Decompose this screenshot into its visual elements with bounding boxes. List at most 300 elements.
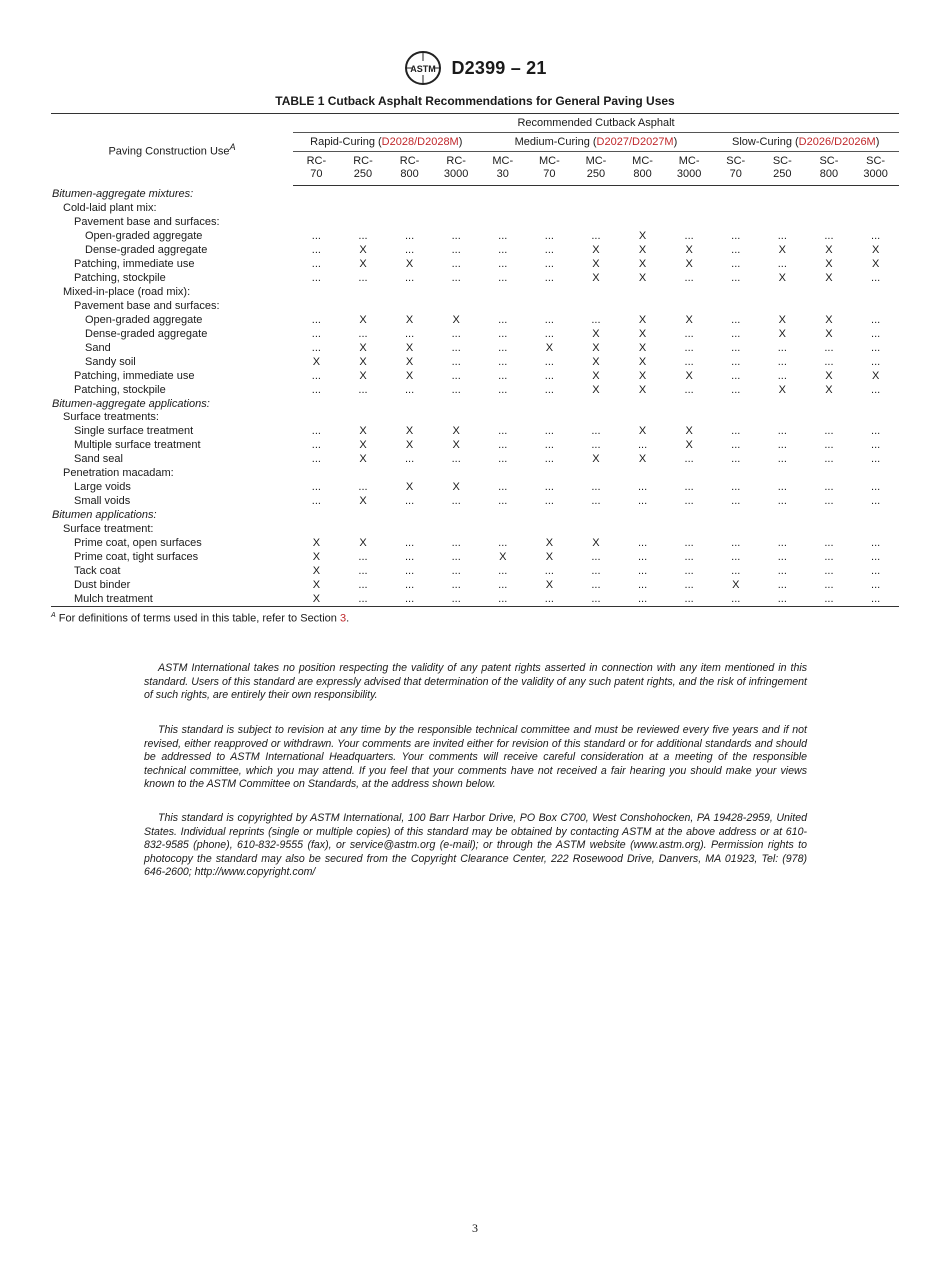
- table-cell: ...: [451, 258, 461, 271]
- table-cell: ...: [777, 564, 787, 577]
- grade-prefix: RC-: [399, 155, 420, 167]
- table-cell: [666, 411, 713, 425]
- table-cell: [666, 186, 713, 202]
- table-row: [51, 411, 899, 425]
- table-title: TABLE 1 Cutback Asphalt Recommendations for General Paving Uses: [275, 94, 675, 108]
- table-cell: ...: [358, 230, 368, 243]
- table-cell: [433, 286, 480, 300]
- group-ref-link[interactable]: D2028/D2028M: [381, 136, 459, 148]
- table-cell: ...: [451, 355, 461, 368]
- table-cell: X: [778, 313, 786, 326]
- row-label: Open-graded aggregate: [85, 230, 203, 243]
- table-cell: X: [685, 425, 693, 438]
- table-cell: [293, 509, 340, 523]
- table-cell: [852, 411, 899, 425]
- table-cell: ...: [544, 327, 554, 340]
- table-cell: [573, 523, 620, 537]
- grade-prefix: RC-: [446, 155, 466, 167]
- table-cell: ...: [871, 272, 881, 285]
- grade-prefix: MC-: [585, 155, 607, 167]
- table-cell: X: [312, 536, 321, 549]
- table-cell: X: [405, 369, 414, 382]
- table-cell: [386, 286, 433, 300]
- table-cell: ...: [451, 564, 461, 577]
- table-cell: X: [592, 327, 600, 340]
- table-cell: ...: [684, 536, 694, 549]
- table-cell: [666, 286, 713, 300]
- table-cell: ...: [871, 564, 881, 577]
- row-label: Patching, immediate use: [74, 369, 195, 382]
- table-cell: ...: [498, 230, 508, 243]
- table-cell: X: [592, 453, 600, 466]
- table-cell: ...: [824, 453, 834, 466]
- row-label: Multiple surface treatment: [74, 439, 201, 452]
- table-cell: ...: [824, 495, 834, 508]
- table-cell: [340, 300, 387, 314]
- table-cell: ...: [498, 578, 508, 591]
- table-cell: ...: [498, 383, 508, 396]
- table-cell: [433, 397, 480, 411]
- group-ref-link[interactable]: D2026/D2026M: [798, 136, 876, 148]
- table-cell: [386, 411, 433, 425]
- table-cell: ...: [544, 230, 554, 243]
- table-cell: ...: [498, 425, 508, 438]
- table-row: [51, 453, 899, 467]
- table-cell: [526, 509, 573, 523]
- table-cell: ...: [591, 230, 601, 243]
- group-label-close: ): [875, 136, 880, 148]
- table-cell: ...: [731, 536, 741, 549]
- grade-number: 70: [310, 168, 323, 180]
- table-cell: ...: [731, 341, 741, 354]
- table-cell: ...: [404, 383, 415, 396]
- table-cell: [712, 523, 759, 537]
- table-cell: [293, 397, 340, 411]
- table-cell: X: [359, 313, 367, 326]
- table-cell: [806, 523, 853, 537]
- table-cell: [666, 216, 713, 230]
- table-row: [51, 397, 899, 411]
- table-cell: ...: [731, 313, 741, 326]
- table-cell: ...: [731, 425, 741, 438]
- table-cell: ...: [544, 495, 554, 508]
- table-cell: [759, 509, 806, 523]
- table-cell: [573, 397, 620, 411]
- grade-header: [666, 152, 713, 186]
- table-cell: ...: [544, 272, 554, 285]
- table-cell: X: [778, 383, 786, 396]
- table-cell: X: [592, 536, 600, 549]
- table-cell: [852, 202, 899, 216]
- table-cell: X: [592, 272, 600, 285]
- table-cell: X: [825, 327, 833, 340]
- table-cell: ...: [358, 481, 368, 494]
- table-cell: ...: [404, 327, 415, 340]
- table-cell: ...: [824, 230, 834, 243]
- table-cell: [759, 216, 806, 230]
- table-cell: X: [778, 244, 786, 257]
- table-cell: [479, 300, 526, 314]
- table-cell: ...: [451, 272, 461, 285]
- table-cell: ...: [852, 592, 899, 606]
- page-number: 3: [472, 1221, 478, 1235]
- table-cell: ...: [824, 439, 834, 452]
- table-cell: [759, 523, 806, 537]
- row-label: Sand seal: [74, 453, 123, 466]
- grade-prefix: SC-: [726, 155, 746, 167]
- table-cell: [573, 186, 620, 202]
- table-cell: [293, 186, 340, 202]
- table-cell: [573, 509, 620, 523]
- table-cell: ...: [777, 578, 787, 591]
- table-cell: [759, 397, 806, 411]
- table-cell: ...: [731, 244, 741, 257]
- table-cell: X: [405, 425, 414, 438]
- row-label: Surface treatment:: [63, 522, 154, 535]
- table-cell: [479, 523, 526, 537]
- table-cell: X: [871, 244, 880, 257]
- table-row: [51, 467, 899, 481]
- table-cell: ...: [871, 439, 881, 452]
- table-row: [51, 258, 899, 272]
- grade-prefix: MC-: [632, 155, 653, 167]
- grade-number: 70: [729, 168, 742, 180]
- table-cell: ...: [871, 230, 881, 243]
- use-header-text: Paving Construction Use: [108, 145, 230, 158]
- table-cell: ...: [731, 369, 741, 382]
- table-cell: X: [359, 341, 367, 354]
- table-cell: ...: [404, 578, 415, 591]
- table-cell: ...: [358, 383, 368, 396]
- table-cell: ...: [871, 313, 881, 326]
- group-label-close: ): [458, 136, 463, 148]
- table-cell: [433, 186, 480, 202]
- table-cell: X: [545, 550, 554, 563]
- grade-prefix: RC-: [306, 155, 327, 167]
- grade-header: [712, 152, 759, 186]
- table-cell: ...: [731, 272, 741, 285]
- grade-header: [759, 152, 806, 186]
- table-row: [51, 439, 899, 453]
- group-label: Medium-Curing (: [514, 136, 597, 148]
- table-cell: [479, 411, 526, 425]
- table-row: [51, 523, 899, 537]
- table-cell: X: [499, 550, 507, 563]
- table-cell: [759, 286, 806, 300]
- table-cell: ...: [712, 592, 759, 606]
- table-cell: ...: [591, 578, 601, 591]
- table-cell: X: [638, 383, 647, 396]
- table-cell: ...: [871, 495, 881, 508]
- table-cell: ...: [311, 495, 321, 508]
- table-cell: X: [545, 578, 554, 591]
- table-cell: [433, 202, 480, 216]
- table-cell: X: [452, 313, 460, 326]
- table-cell: [386, 202, 433, 216]
- table-row: [51, 383, 899, 397]
- table-cell: ...: [311, 313, 321, 326]
- table-cell: [293, 467, 340, 481]
- table-cell: ...: [777, 453, 787, 466]
- table-cell: X: [405, 481, 414, 494]
- table-cell: [386, 216, 433, 230]
- table-cell: [712, 411, 759, 425]
- table-cell: [806, 509, 853, 523]
- table-cell: X: [452, 481, 460, 494]
- table-row: [51, 592, 899, 606]
- table-cell: [479, 202, 526, 216]
- astm-logo-icon: [403, 50, 443, 86]
- table-cell: ...: [871, 327, 881, 340]
- table-cell: ...: [684, 564, 694, 577]
- table-cell: X: [312, 578, 321, 591]
- copyright-notice-text: This standard is copyrighted by ASTM International, 100 Barr Harbor Drive, PO Box C700, West Conshohocken, PA 19428-2959, United States. Individual reprints (single or multiple copies) of this standard may be obtained by contacting ASTM at the above address or at 610-832-9585 (phone), 610-832-9555 (fax), or service@astm.org (e-mail); or through the ASTM website (www.astm.org). Permission rights to photocopy the standard may also be secured from the Copyright Clearance Center, 222 Rosewood Drive, Danvers, MA 01923, Tel: (978) 646-2600; http://www.copyright.com/: [144, 812, 807, 879]
- table-cell: X: [825, 244, 833, 257]
- table-cell: ...: [824, 481, 834, 494]
- grade-number: 3000: [443, 168, 469, 180]
- grade-header: [479, 152, 526, 186]
- table-cell: ...: [544, 453, 554, 466]
- table-cell: ...: [591, 564, 601, 577]
- table-cell: [852, 523, 899, 537]
- table-cell: ...: [824, 550, 834, 563]
- table-cell: [433, 523, 480, 537]
- table-cell: ...: [544, 383, 554, 396]
- table-cell: [433, 300, 480, 314]
- table-cell: ...: [591, 481, 601, 494]
- table-row: [51, 564, 899, 578]
- table-cell: ...: [498, 355, 508, 368]
- table-cell: [806, 397, 853, 411]
- table-cell: [806, 300, 853, 314]
- table-cell: [479, 509, 526, 523]
- table-cell: ...: [684, 341, 694, 354]
- table-cell: ...: [404, 536, 415, 549]
- document-designation: D2399 – 21: [451, 57, 547, 78]
- row-label: Sand: [85, 341, 111, 354]
- table-row: [51, 509, 899, 523]
- table-cell: ...: [311, 258, 321, 271]
- table-row: [51, 313, 899, 327]
- table-cell: X: [871, 369, 880, 382]
- table-cell: [526, 523, 573, 537]
- table-cell: [712, 397, 759, 411]
- table-cell: [573, 467, 620, 481]
- table-cell: X: [312, 564, 321, 577]
- row-label: Bitumen-aggregate applications:: [52, 397, 210, 410]
- table-cell: [619, 186, 666, 202]
- group-header-slow-curing: [712, 133, 899, 152]
- table-cell: [619, 509, 666, 523]
- table-cell: ...: [544, 481, 554, 494]
- table-cell: [293, 523, 340, 537]
- table-cell: [526, 300, 573, 314]
- table-cell: ...: [451, 453, 461, 466]
- table-cell: ...: [544, 313, 554, 326]
- table-cell: X: [359, 439, 367, 452]
- table-cell: X: [405, 313, 414, 326]
- table-cell: [433, 411, 480, 425]
- table-cell: [712, 300, 759, 314]
- table-cell: X: [638, 313, 647, 326]
- table-cell: ...: [451, 578, 461, 591]
- table-cell: X: [359, 425, 367, 438]
- table-cell: X: [312, 355, 321, 368]
- table-cell: [340, 509, 387, 523]
- table-cell: ...: [684, 481, 694, 494]
- table-cell: ...: [684, 550, 694, 563]
- table-cell: ...: [433, 592, 480, 606]
- table-cell: ...: [498, 495, 508, 508]
- table-cell: ...: [404, 550, 415, 563]
- table-cell: ...: [498, 481, 508, 494]
- table-row: [51, 286, 899, 300]
- row-label: Dense-graded aggregate: [85, 327, 208, 340]
- table-cell: [526, 397, 573, 411]
- table-cell: ...: [806, 592, 853, 606]
- table-cell: ...: [684, 355, 694, 368]
- copyright-notice: [144, 812, 807, 880]
- table-cell: ...: [311, 230, 321, 243]
- table-cell: ...: [684, 230, 694, 243]
- table-cell: X: [592, 383, 600, 396]
- table-cell: ...: [824, 425, 834, 438]
- table-cell: X: [359, 355, 367, 368]
- group-ref-link[interactable]: D2027/D2027M: [596, 136, 674, 148]
- table-cell: ...: [358, 578, 368, 591]
- table-cell: X: [359, 244, 367, 257]
- table-cell: [293, 202, 340, 216]
- table-row: [51, 272, 899, 286]
- table-cell: [340, 397, 387, 411]
- table-cell: ...: [871, 578, 881, 591]
- row-label: Tack coat: [74, 564, 121, 577]
- table-cell: X: [825, 313, 833, 326]
- table-cell: ...: [777, 341, 787, 354]
- table-cell: [433, 216, 480, 230]
- table-cell: [619, 411, 666, 425]
- table-body: [51, 186, 899, 607]
- table-cell: ...: [358, 550, 368, 563]
- table-cell: [712, 467, 759, 481]
- table-cell: ...: [777, 439, 787, 452]
- table-cell: ...: [666, 592, 713, 606]
- row-label: Mixed-in-place (road mix):: [63, 286, 191, 299]
- table-cell: [479, 286, 526, 300]
- table-cell: [759, 411, 806, 425]
- row-label: Pavement base and surfaces:: [74, 299, 220, 312]
- table-cell: [806, 286, 853, 300]
- footnote-section-link[interactable]: 3: [339, 612, 347, 625]
- table-cell: ...: [311, 341, 321, 354]
- row-label: Prime coat, open surfaces: [74, 536, 202, 549]
- table-cell: [806, 216, 853, 230]
- table-cell: ...: [451, 495, 461, 508]
- row-label: Prime coat, tight surfaces: [74, 550, 199, 563]
- grade-prefix: SC-: [866, 155, 886, 167]
- table-cell: ...: [404, 453, 415, 466]
- table-cell: ...: [637, 481, 648, 494]
- grade-header: [852, 152, 899, 186]
- table-cell: [526, 286, 573, 300]
- grade-number: 70: [543, 168, 556, 180]
- table-cell: X: [638, 230, 647, 243]
- table-cell: [759, 202, 806, 216]
- table-cell: [619, 300, 666, 314]
- table-cell: [806, 202, 853, 216]
- table-cell: X: [452, 425, 460, 438]
- patent-notice-text: ASTM International takes no position respecting the validity of any patent rights asserted in connection with any item mentioned in this standard. Users of this standard are expressly advised that determination of the validity of any such patent rights, and the risk of infringement of such rights, are entirely their own responsibility.: [144, 662, 807, 702]
- row-label: Bitumen-aggregate mixtures:: [52, 188, 194, 201]
- table-cell: ...: [731, 258, 741, 271]
- table-cell: X: [405, 341, 414, 354]
- table-cell: ...: [777, 369, 787, 382]
- table-row: [51, 300, 899, 314]
- footnote-text: For definitions of terms used in this table, refer to Section: [55, 612, 340, 625]
- row-label: Bitumen applications:: [52, 509, 157, 522]
- table-cell: ...: [731, 230, 741, 243]
- table-cell: ...: [731, 355, 741, 368]
- table-cell: X: [359, 536, 367, 549]
- logo-text: ASTM: [410, 64, 437, 74]
- table-cell: [526, 186, 573, 202]
- grade-number: 800: [400, 168, 419, 180]
- table-cell: X: [359, 258, 367, 271]
- table-cell: ...: [311, 327, 321, 340]
- table-cell: [852, 509, 899, 523]
- table-cell: ...: [619, 592, 666, 606]
- table-cell: ...: [311, 481, 321, 494]
- table-cell: ...: [684, 383, 694, 396]
- table-cell: X: [685, 258, 693, 271]
- use-header-footnote-mark: A: [229, 141, 236, 152]
- table-cell: ...: [451, 369, 461, 382]
- table-row: [51, 202, 899, 216]
- table-cell: ...: [358, 272, 368, 285]
- table-cell: [619, 216, 666, 230]
- footnote-mark: A: [51, 612, 56, 619]
- table-cell: [573, 216, 620, 230]
- table-row: [51, 244, 899, 258]
- grade-header: [386, 152, 433, 186]
- grade-header: [526, 152, 573, 186]
- table-cell: [619, 523, 666, 537]
- table-cell: X: [638, 425, 647, 438]
- table-cell: X: [405, 439, 414, 452]
- table-cell: X: [592, 258, 600, 271]
- table-cell: [666, 467, 713, 481]
- table-cell: X: [405, 258, 414, 271]
- table-cell: ...: [759, 592, 806, 606]
- table-cell: [619, 467, 666, 481]
- table-cell: [526, 467, 573, 481]
- table-cell: ...: [498, 327, 508, 340]
- table-cell: [526, 202, 573, 216]
- table-cell: [666, 202, 713, 216]
- table-cell: X: [452, 439, 460, 452]
- table-cell: ...: [498, 341, 508, 354]
- table-row: [51, 369, 899, 383]
- table-cell: [340, 467, 387, 481]
- table-cell: X: [825, 383, 833, 396]
- grade-header: [619, 152, 666, 186]
- table-cell: X: [732, 578, 740, 591]
- table-cell: X: [871, 258, 880, 271]
- table-cell: ...: [311, 439, 321, 452]
- table-cell: X: [778, 272, 786, 285]
- table-cell: ...: [498, 564, 508, 577]
- table-cell: ...: [404, 495, 415, 508]
